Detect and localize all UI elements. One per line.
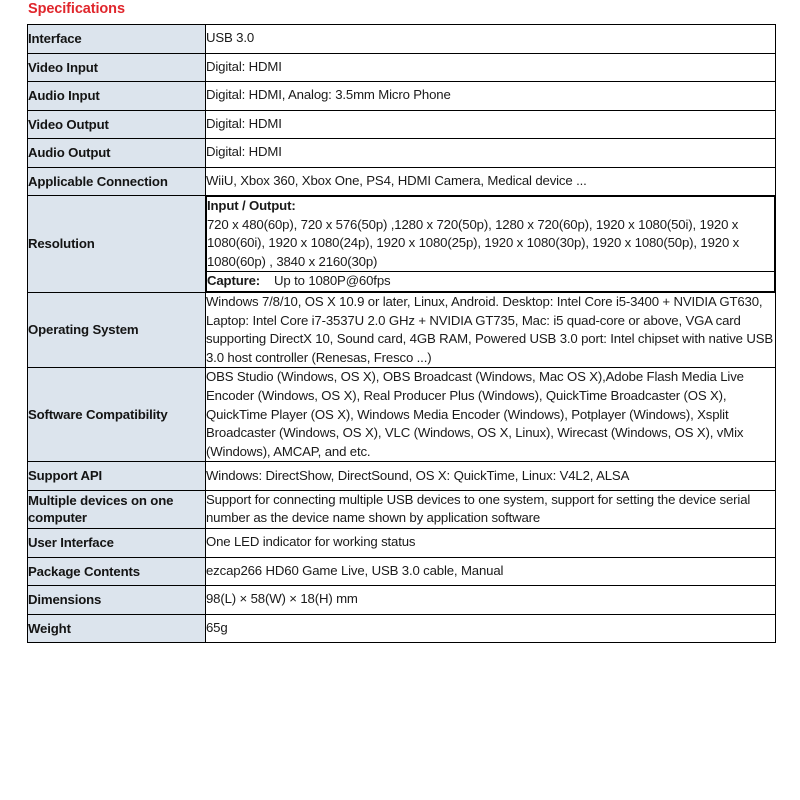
spec-label: User Interface	[28, 529, 206, 558]
capture-value: Up to 1080P@60fps	[274, 273, 391, 289]
spec-value: OBS Studio (Windows, OS X), OBS Broadcast (Windows, Mac OS X),Adobe Flash Media Live Encoder (Windows, OS X), Real Producer Plus (Windows), QuickTime Broadcaster (OS X), QuickTime Player (OS X), Windows Media Encoder (Windows), Potplayer (Windows), Xsplit Broadcaster (Windows, OS X), VLC (Windows, OS X, Linux), Wirecast (Windows, OS X), vMix (Windows), AMCAP, and etc.	[206, 368, 776, 462]
table-row	[28, 292, 776, 367]
resolution-capture-row	[207, 272, 775, 292]
table-row-resolution	[28, 196, 776, 293]
specifications-table	[27, 24, 776, 643]
spec-value-resolution	[206, 196, 776, 293]
spec-value: One LED indicator for working status	[206, 529, 776, 558]
spec-label: Software Compatibility	[28, 368, 206, 462]
table-row	[28, 53, 776, 82]
spec-label: Video Input	[28, 53, 206, 82]
spec-value: 98(L) × 58(W) × 18(H) mm	[206, 586, 776, 615]
spec-value: USB 3.0	[206, 25, 776, 54]
table-row	[28, 139, 776, 168]
resolution-io-value: 720 x 480(60p), 720 x 576(50p) ,1280 x 720(50p), 1280 x 720(60p), 1920 x 1080(50i), 1920 x 1080(60i), 1920 x 1080(24p), 1920 x 1080(25p), 1920 x 1080(30p), 1920 x 1080(50p), 1920 x 1080(60p) , 3840 x 2160(30p)	[207, 216, 740, 269]
page-title: Specifications	[28, 1, 125, 17]
table-row	[28, 462, 776, 491]
spec-label: Resolution	[28, 196, 206, 293]
table-row	[28, 82, 776, 111]
spec-label: Interface	[28, 25, 206, 54]
spec-value: WiiU, Xbox 360, Xbox One, PS4, HDMI Camera, Medical device ...	[206, 167, 776, 196]
spec-label: Operating System	[28, 292, 206, 367]
spec-value: Digital: HDMI	[206, 139, 776, 168]
spec-value: ezcap266 HD60 Game Live, USB 3.0 cable, Manual	[206, 557, 776, 586]
resolution-io-cell	[207, 197, 775, 272]
spec-value: Windows 7/8/10, OS X 10.9 or later, Linux, Android. Desktop: Intel Core i5-3400 + NVIDIA GT630, Laptop: Intel Core i7-3537U 2.0 GHz + NVIDIA GT735, Mac: i5 quad-core or above, VGA card supporting DirectX 10, Sound card, 4GB RAM, Powered USB 3.0 port: Intel chipset with native USB 3.0 host controller (Renesas, Fresco ...)	[206, 292, 776, 367]
table-row	[28, 25, 776, 54]
spec-value: Digital: HDMI	[206, 110, 776, 139]
spec-label: Video Output	[28, 110, 206, 139]
table-row	[28, 490, 776, 528]
spec-label: Support API	[28, 462, 206, 491]
spec-label: Multiple devices on one computer	[28, 490, 206, 528]
table-row	[28, 586, 776, 615]
specifications-table-body	[28, 25, 776, 643]
spec-value: 65g	[206, 614, 776, 643]
spec-label: Weight	[28, 614, 206, 643]
spec-label: Dimensions	[28, 586, 206, 615]
spec-label: Applicable Connection	[28, 167, 206, 196]
table-row	[28, 614, 776, 643]
resolution-io-heading: Input / Output:	[207, 198, 296, 213]
spec-label: Audio Output	[28, 139, 206, 168]
spec-value: Digital: HDMI	[206, 53, 776, 82]
spec-label: Audio Input	[28, 82, 206, 111]
spec-value: Windows: DirectShow, DirectSound, OS X: QuickTime, Linux: V4L2, ALSA	[206, 462, 776, 491]
spec-label: Package Contents	[28, 557, 206, 586]
resolution-capture-cell	[207, 272, 775, 292]
resolution-sub-table	[206, 196, 775, 292]
table-row	[28, 167, 776, 196]
table-row	[28, 110, 776, 139]
spec-value: Support for connecting multiple USB devices to one system, support for setting the device serial number as the device name shown by application software	[206, 490, 776, 528]
spec-value: Digital: HDMI, Analog: 3.5mm Micro Phone	[206, 82, 776, 111]
resolution-io-row	[207, 197, 775, 272]
table-row	[28, 557, 776, 586]
capture-heading: Capture:	[207, 273, 261, 289]
table-row	[28, 368, 776, 462]
table-row	[28, 529, 776, 558]
